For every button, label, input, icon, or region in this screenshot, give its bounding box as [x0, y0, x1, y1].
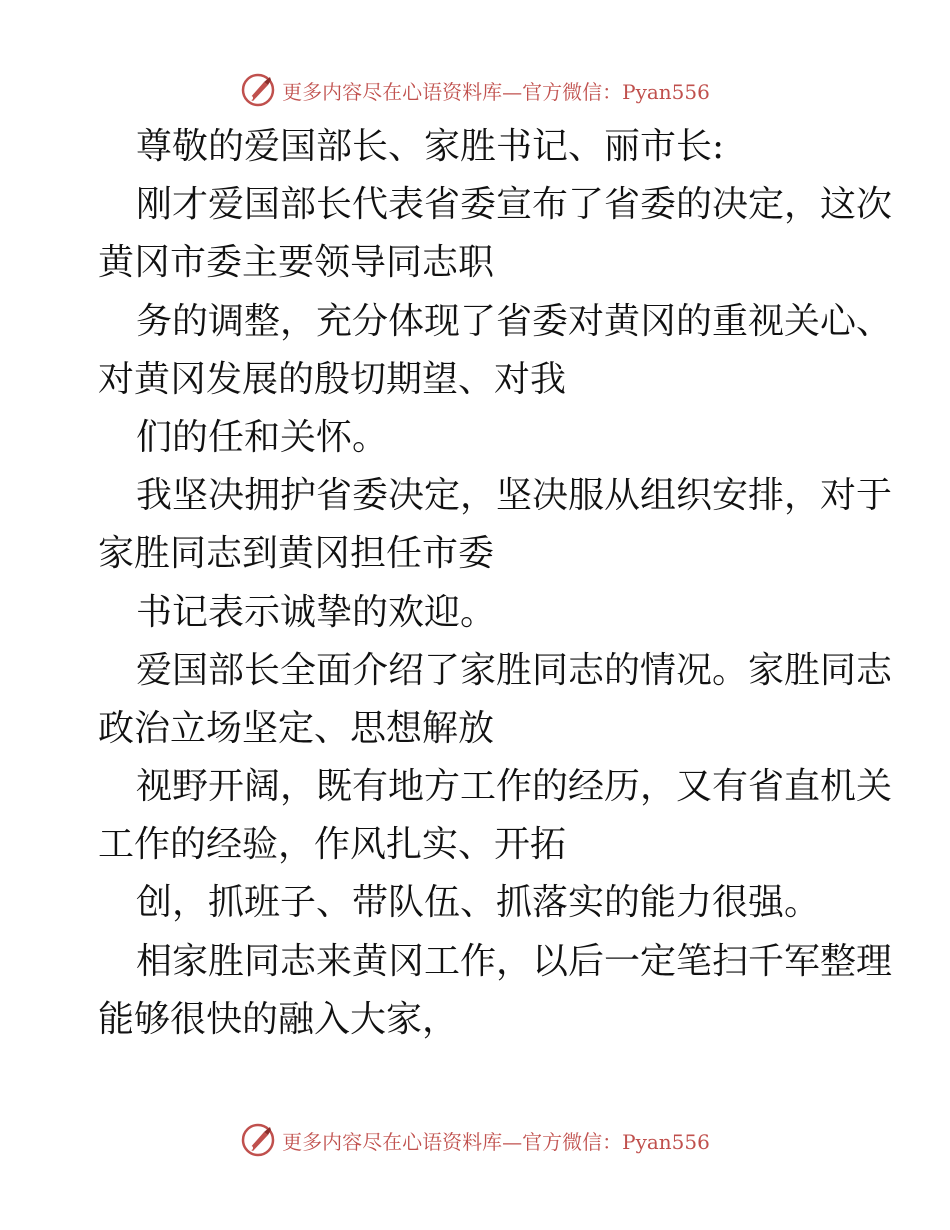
paragraph-line: 我坚决拥护省委决定，坚决服从组织安排，对于	[136, 475, 893, 517]
paragraph-line: 视野开阔，既有地方工作的经历，又有省直机关	[136, 766, 893, 808]
paragraph-line: 们的任和关怀。	[136, 416, 389, 458]
paragraph-line: 书记表示诚挚的欢迎。	[136, 591, 497, 633]
paragraph-line: 爱国部长全面介绍了家胜同志的情况。家胜同志	[136, 649, 893, 691]
salutation-line: 尊敬的爱国部长、家胜书记、丽市长:	[136, 126, 725, 167]
header-banner-text: 更多内容尽在心语资料库—官方微信：Pyan556	[282, 79, 710, 104]
paragraph-line: 创，抓班子、带队伍、抓落实的能力很强。	[136, 882, 821, 924]
quill-pen-logo-icon	[240, 72, 276, 108]
document-body	[98, 118, 893, 1049]
paragraph-line: 务的调整，充分体现了省委对黄冈的重视关心、	[136, 300, 893, 342]
paragraph-line: 对黄冈发展的殷切期望、对我	[98, 358, 567, 400]
footer-banner-text: 更多内容尽在心语资料库—官方微信：Pyan556	[282, 1129, 710, 1154]
paragraph-line: 刚才爱国部长代表省委宣布了省委的决定，这次	[136, 184, 893, 226]
paragraph-line: 相家胜同志来黄冈工作，以后一定笔扫千军整理	[136, 940, 893, 982]
footer-banner	[0, 1120, 950, 1160]
paragraph-line: 家胜同志到黄冈担任市委	[98, 533, 495, 575]
quill-pen-logo-icon	[240, 1122, 276, 1158]
paragraph-line: 政治立场坚定、思想解放	[98, 707, 495, 749]
paragraph-line: 工作的经验，作风扎实、开拓	[98, 824, 567, 866]
paragraph-line: 黄冈市委主要领导同志职	[98, 242, 495, 284]
paragraph-line: 能够很快的融入大家，	[98, 998, 459, 1040]
header-banner	[0, 70, 950, 110]
